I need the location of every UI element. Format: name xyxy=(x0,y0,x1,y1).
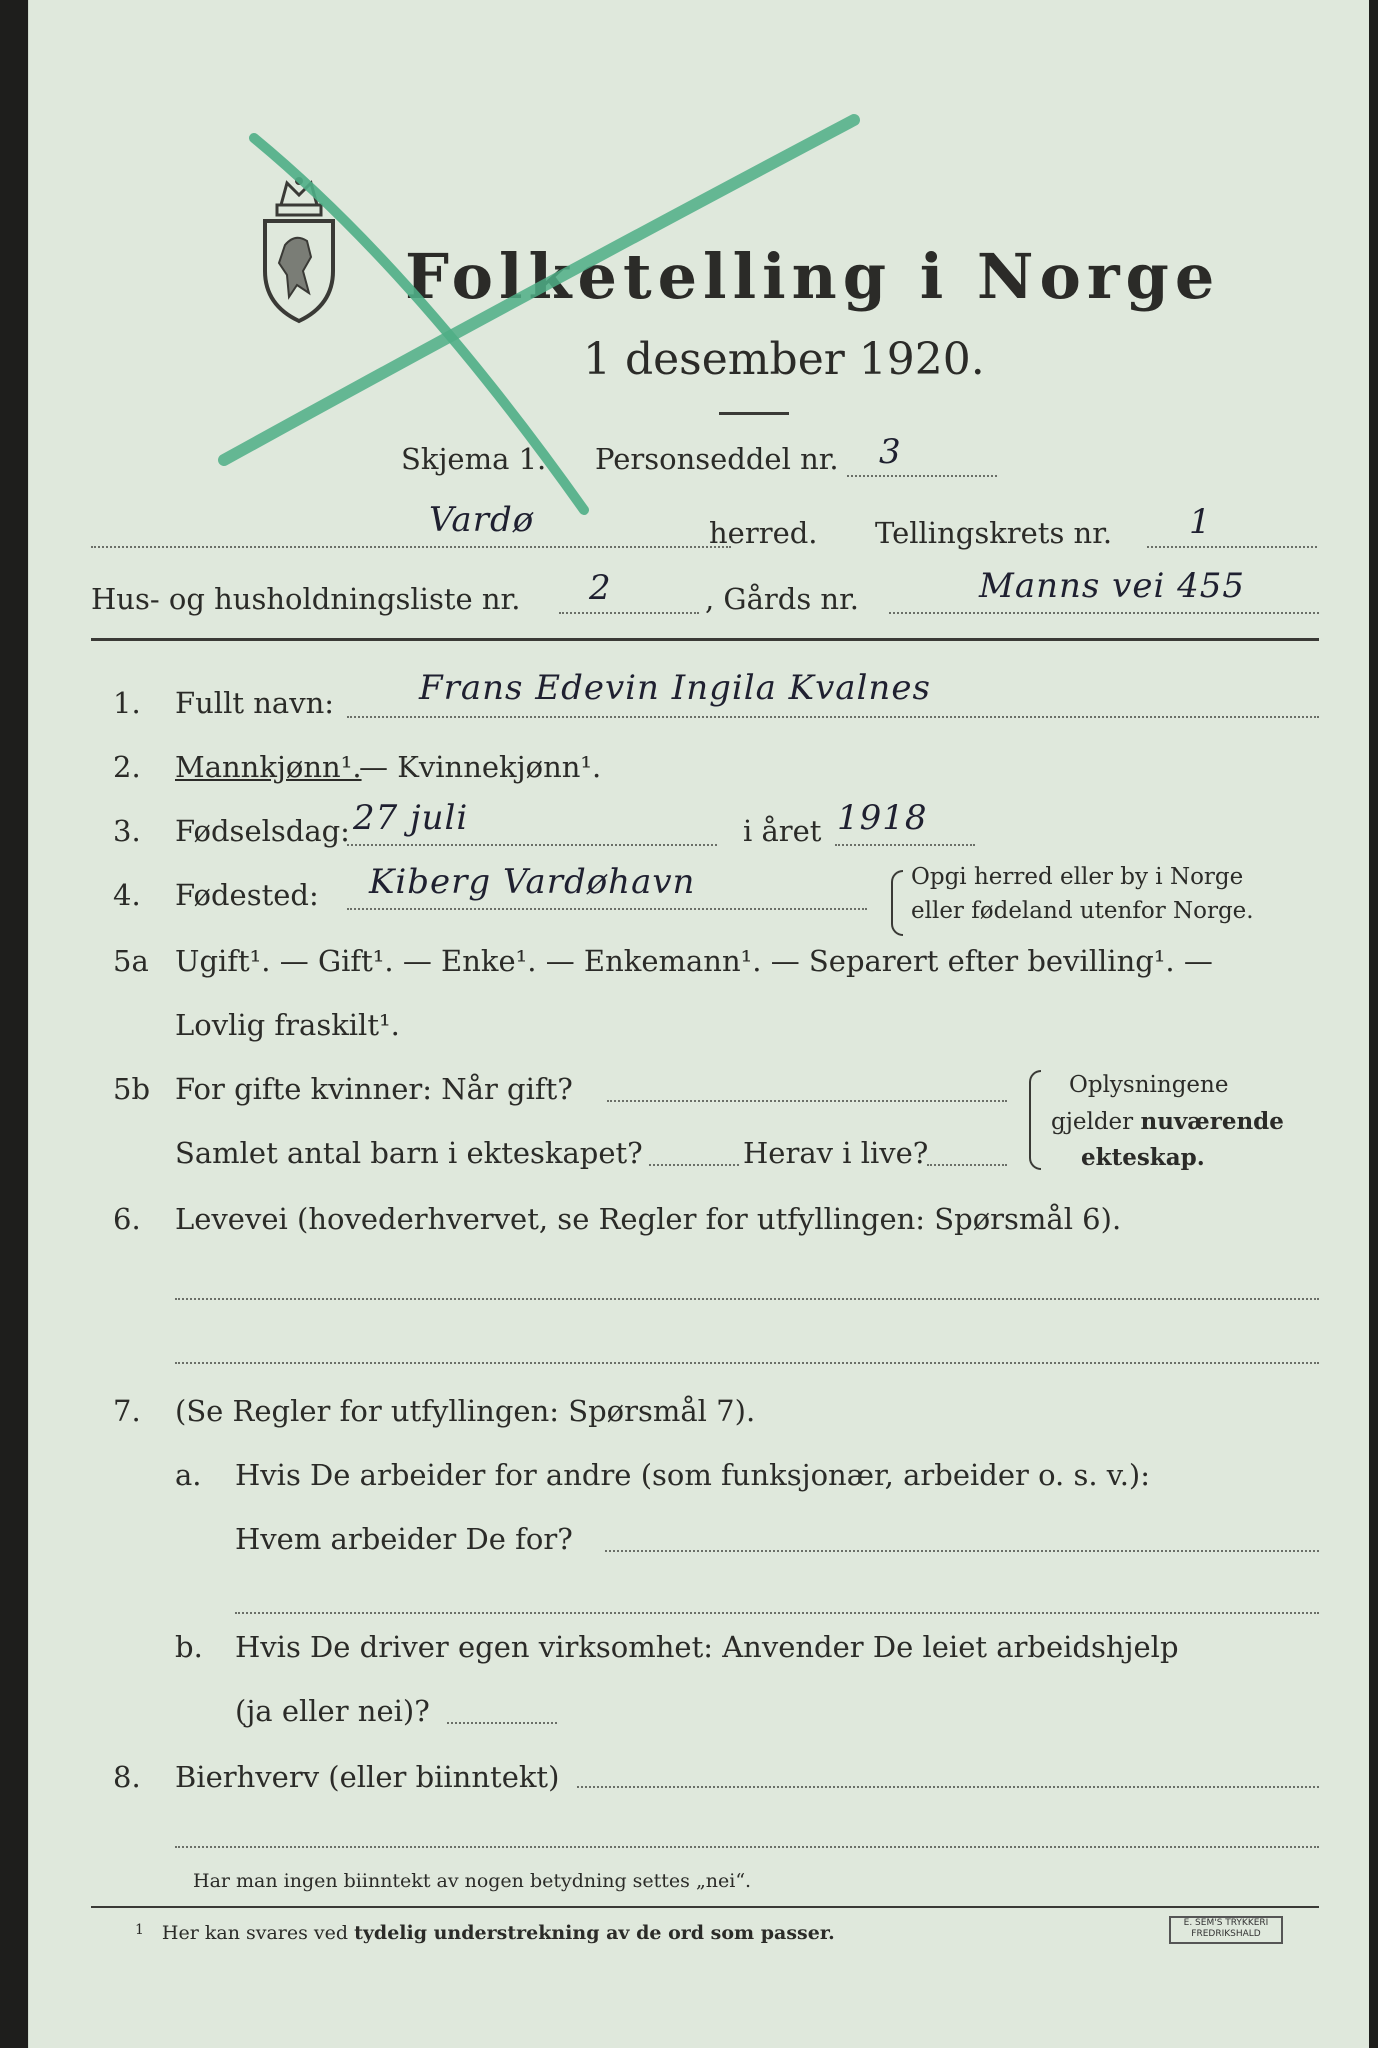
q3-year-value: 1918 xyxy=(837,798,928,838)
census-date: 1 desember 1920. xyxy=(583,334,985,385)
q5b-married-field-line xyxy=(607,1100,1007,1102)
herred-field-line xyxy=(91,546,731,548)
q7a-employer-label: Hvem arbeider De for? xyxy=(235,1522,573,1556)
q6-label: Levevei (hovederhvervet, se Regler for utfyllingen: Spørsmål 6). xyxy=(175,1202,1122,1236)
q6-field-line-1 xyxy=(175,1298,1319,1300)
husholdningsliste-field-line xyxy=(559,612,699,614)
q5a-marital-options: Ugift¹. — Gift¹. — Enke¹. — Enkemann¹. — Separert efter bevilling¹. — xyxy=(175,944,1213,978)
q7b-hired-help-label: (ja eller nei)? xyxy=(235,1694,430,1728)
tellingskrets-value: 1 xyxy=(1189,502,1212,542)
q7b-hired-help-field-line xyxy=(447,1722,557,1724)
q1-number: 1. xyxy=(113,686,141,720)
q3-label: Fødselsdag: xyxy=(175,814,350,848)
q5a-number: 5a xyxy=(113,944,149,978)
footnote-text: Her kan svares ved xyxy=(161,1922,355,1944)
husholdningsliste-value: 2 xyxy=(589,568,612,608)
q4-birthplace-value: Kiberg Vardøhavn xyxy=(369,862,696,902)
q7a-employer-field-line-2 xyxy=(235,1612,1319,1614)
q2-male-option: Mannkjønn¹. xyxy=(175,750,362,784)
printer-stamp-line2: FREDRIKSHALD xyxy=(1191,1929,1261,1939)
q5b-children-field-line xyxy=(649,1164,739,1166)
q7b-letter: b. xyxy=(175,1630,203,1664)
q7a-line1: Hvis De arbeider for andre (som funksjonær, arbeider o. s. v.): xyxy=(235,1458,1151,1492)
printer-stamp xyxy=(1169,1916,1283,1944)
herred-label: herred. xyxy=(709,516,818,550)
schema-label: Skjema 1. xyxy=(401,442,547,476)
footer-separator xyxy=(91,1906,1319,1908)
q6-field-line-2 xyxy=(175,1362,1319,1364)
personseddel-label: Personseddel nr. xyxy=(595,442,839,476)
q3-year-field-line xyxy=(835,844,975,846)
q5b-note-brace xyxy=(1029,1070,1041,1170)
q6-number: 6. xyxy=(113,1202,141,1236)
q1-field-line xyxy=(347,716,1319,718)
q1-full-name-value: Frans Edevin Ingila Kvalnes xyxy=(419,668,931,708)
q2-female-option: — Kvinnekjønn¹. xyxy=(359,750,602,784)
footnote-text-bold: tydelig understrekning av de ord som passer. xyxy=(354,1922,835,1944)
q7-label: (Se Regler for utfyllingen: Spørsmål 7). xyxy=(175,1394,756,1428)
q5b-children-label: Samlet antal barn i ekteskapet? xyxy=(175,1136,643,1170)
census-form-sheet xyxy=(28,0,1369,2048)
q5b-alive-field-line xyxy=(927,1164,1007,1166)
q7-number: 7. xyxy=(113,1394,141,1428)
personseddel-value: 3 xyxy=(879,432,902,472)
q1-label: Fullt navn: xyxy=(175,686,335,720)
herred-value: Vardø xyxy=(429,500,535,540)
footer-note: Har man ingen biinntekt av nogen betydning settes „nei“. xyxy=(193,1870,752,1892)
q7b-line1: Hvis De driver egen virksomhet: Anvender De leiet arbeidshjelp xyxy=(235,1630,1179,1664)
gards-value: Manns vei 455 xyxy=(979,566,1246,606)
q7a-employer-field-line xyxy=(605,1550,1319,1552)
document-title: Folketelling i Norge xyxy=(405,240,1221,313)
q3-birthday-value: 27 juli xyxy=(353,798,469,838)
q5b-number: 5b xyxy=(113,1072,151,1106)
q8-label: Bierhverv (eller biinntekt) xyxy=(175,1760,560,1794)
q5b-note-line2b: nuværende xyxy=(1140,1108,1284,1135)
gards-label: , Gårds nr. xyxy=(705,582,859,616)
q4-number: 4. xyxy=(113,878,141,912)
husholdningsliste-label: Hus- og husholdningsliste nr. xyxy=(91,582,521,616)
q5b-married-label: For gifte kvinner: Når gift? xyxy=(175,1072,573,1106)
personseddel-field-line xyxy=(847,475,997,477)
q7a-letter: a. xyxy=(175,1458,202,1492)
q4-birthplace-field-line xyxy=(347,908,867,910)
q8-field-line xyxy=(577,1786,1319,1788)
q3-year-label: i året xyxy=(743,814,822,848)
tellingskrets-label: Tellingskrets nr. xyxy=(875,516,1113,550)
q8-number: 8. xyxy=(113,1760,141,1794)
q3-number: 3. xyxy=(113,814,141,848)
q5a-marital-options-cont: Lovlig fraskilt¹. xyxy=(175,1008,400,1042)
q4-label: Fødested: xyxy=(175,878,319,912)
q5b-alive-label: Herav i live? xyxy=(743,1136,929,1170)
printer-stamp-line1: E. SEM'S TRYKKERI xyxy=(1183,1918,1269,1928)
q4-note-line2: eller fødeland utenfor Norge. xyxy=(911,898,1254,924)
q5b-note-line1: Oplysningene xyxy=(1069,1072,1229,1098)
gards-field-line xyxy=(889,612,1319,614)
q5b-note-line3: ekteskap. xyxy=(1081,1144,1205,1171)
q2-number: 2. xyxy=(113,750,141,784)
tellingskrets-field-line xyxy=(1147,546,1317,548)
q4-note-line1: Opgi herred eller by i Norge xyxy=(911,864,1244,890)
footnote-marker: 1 xyxy=(135,1922,144,1938)
q8-field-line-2 xyxy=(175,1846,1319,1848)
q4-note-brace xyxy=(891,870,903,936)
q5b-note-line2a: gjelder xyxy=(1051,1109,1141,1135)
header-separator xyxy=(91,638,1319,641)
q3-birthday-field-line xyxy=(347,844,717,846)
